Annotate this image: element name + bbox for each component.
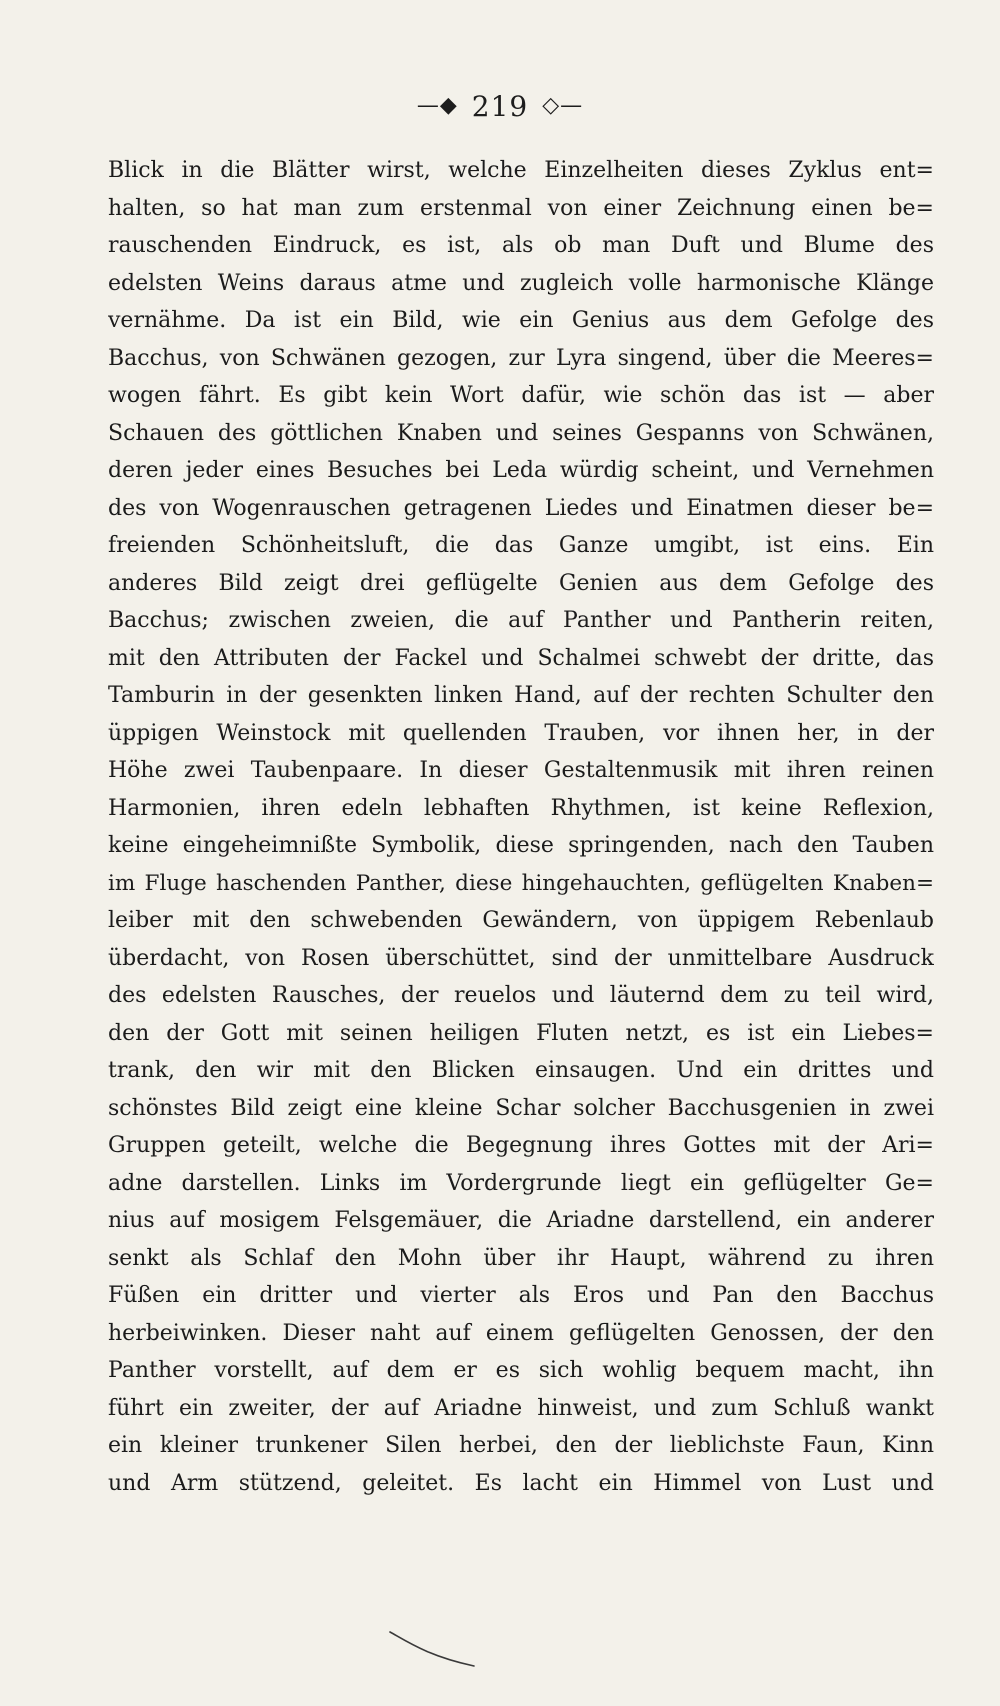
- text-line: des von Wogenrauschen getragenen Liedes und Einatmen dieser be=: [108, 495, 934, 521]
- text-line: nius auf mosigem Felsgemäuer, die Ariadne darstellend, ein anderer: [108, 1208, 934, 1233]
- right-ornament: ◇—: [542, 93, 584, 118]
- text-line: des edelsten Rausches, der reuelos und läuternd dem zu teil wird,: [108, 983, 934, 1008]
- text-line: Gruppen geteilt, welche die Begegnung ihres Gottes mit der Ari=: [108, 1133, 934, 1158]
- text-line: ein kleiner trunkener Silen herbei, den der lieblichste Faun, Kinn: [108, 1433, 934, 1458]
- body-text: [108, 152, 934, 1502]
- page-number: 219: [471, 89, 529, 123]
- text-line: schönstes Bild zeigt eine kleine Schar solcher Bacchusgenien in zwei: [108, 1095, 934, 1121]
- text-line: halten, so hat man zum erstenmal von einer Zeichnung einen be=: [108, 195, 934, 221]
- text-line: Blick in die Blätter wirst, welche Einzelheiten dieses Zyklus ent=: [108, 158, 934, 183]
- text-line: Harmonien, ihren edeln lebhaften Rhythmen, ist keine Reflexion,: [108, 795, 934, 821]
- text-line: Bacchus, von Schwänen gezogen, zur Lyra singend, über die Meeres=: [108, 345, 934, 371]
- text-line: freienden Schönheitsluft, die das Ganze umgibt, ist eins. Ein: [108, 533, 934, 558]
- text-line: deren jeder eines Besuches bei Leda würdig scheint, und Vernehmen: [108, 458, 934, 483]
- text-line: anderes Bild zeigt drei geflügelte Genien aus dem Gefolge des: [108, 570, 934, 596]
- text-line: im Fluge haschenden Panther, diese hingehauchten, geflügelten Knaben=: [108, 870, 934, 896]
- text-line: adne darstellen. Links im Vordergrunde liegt ein geflügelter Ge=: [108, 1170, 934, 1196]
- text-line: herbeiwinken. Dieser naht auf einem geflügelten Genossen, der den: [108, 1320, 934, 1346]
- text-line: Panther vorstellt, auf dem er es sich wohlig bequem macht, ihn: [108, 1358, 934, 1383]
- text-line: den der Gott mit seinen heiligen Fluten netzt, es ist ein Liebes=: [108, 1020, 934, 1046]
- text-line: wogen fährt. Es gibt kein Wort dafür, wie schön das ist — aber: [108, 383, 934, 408]
- text-line: mit den Attributen der Fackel und Schalmei schwebt der dritte, das: [108, 645, 934, 671]
- text-line: keine eingeheimnißte Symbolik, diese springenden, nach den Tauben: [108, 833, 934, 858]
- text-line: edelsten Weins daraus atme und zugleich volle harmonische Klänge: [108, 270, 934, 296]
- text-line: rauschenden Eindruck, es ist, als ob man Duft und Blume des: [108, 233, 934, 258]
- text-line: Schauen des göttlichen Knaben und seines Gespanns von Schwänen,: [108, 420, 934, 446]
- text-line: senkt als Schlaf den Mohn über ihr Haupt, während zu ihren: [108, 1245, 934, 1271]
- pen-stroke-mark: [388, 1628, 478, 1668]
- text-line: Höhe zwei Taubenpaare. In dieser Gestaltenmusik mit ihren reinen: [108, 758, 934, 783]
- left-ornament: —◆: [416, 93, 458, 118]
- text-line: trank, den wir mit den Blicken einsaugen. Und ein drittes und: [108, 1058, 934, 1083]
- text-line: überdacht, von Rosen überschüttet, sind der unmittelbare Ausdruck: [108, 945, 934, 971]
- text-line: Bacchus; zwischen zweien, die auf Panther und Pantherin reiten,: [108, 608, 934, 633]
- page-header: [0, 86, 1000, 126]
- text-line: Tamburin in der gesenkten linken Hand, auf der rechten Schulter den: [108, 683, 934, 708]
- text-line: und Arm stützend, geleitet. Es lacht ein Himmel von Lust und: [108, 1470, 934, 1496]
- text-line: leiber mit den schwebenden Gewändern, von üppigem Rebenlaub: [108, 908, 934, 933]
- text-line: führt ein zweiter, der auf Ariadne hinweist, und zum Schluß wankt: [108, 1395, 934, 1421]
- text-line: Füßen ein dritter und vierter als Eros und Pan den Bacchus: [108, 1283, 934, 1308]
- text-line: vernähme. Da ist ein Bild, wie ein Genius aus dem Gefolge des: [108, 308, 934, 333]
- text-line: üppigen Weinstock mit quellenden Trauben, vor ihnen her, in der: [108, 720, 934, 746]
